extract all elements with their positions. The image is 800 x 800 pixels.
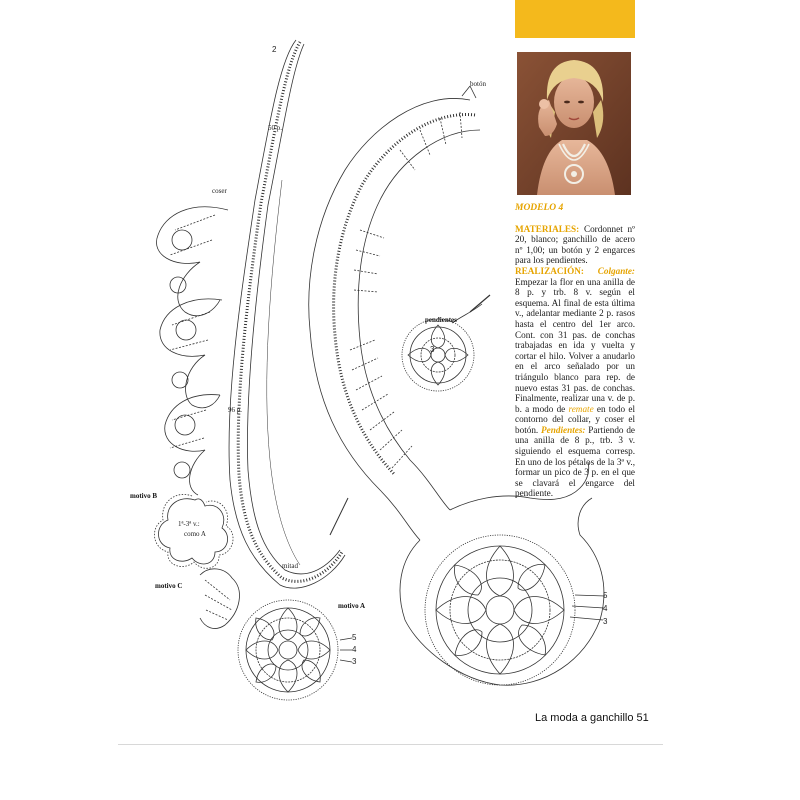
label-pendientes: pendientes bbox=[425, 316, 457, 324]
label-num-4-right: 4 bbox=[603, 604, 608, 613]
instructions-column bbox=[515, 203, 635, 499]
label-rounds-1: 1ª-3ª v.: bbox=[178, 520, 200, 528]
instructions-body-1: Empezar la flor en una anilla de 8 p. y trb. 8 v. según el esquema. Al final de esta última v., adelantar mediante 2 p. rasos hasta el centro del 1er arco. Cont. con 31 pas. de conchas trabajadas en ida y vuelta y cortar el hilo. Volver a anudarlo en el arco señalado por un triángulo blanco para rep. de nuevo estas 31 pas. de conchas. Finalmente, realizar una v. de p. b. a modo de bbox=[515, 276, 635, 414]
left-strap-outer bbox=[229, 40, 345, 588]
right-flower bbox=[425, 535, 605, 685]
label-num-3-left: 3 bbox=[352, 657, 357, 666]
label-num-3-right: 3 bbox=[603, 617, 608, 626]
colgante-heading: Colgante: bbox=[583, 265, 635, 276]
left-strap-inner bbox=[247, 44, 340, 574]
label-coser: coser bbox=[212, 187, 227, 195]
model-title: MODELO 4 bbox=[515, 203, 564, 213]
label-motivo-c: motivo C bbox=[155, 582, 183, 590]
label-motivo-a: motivo A bbox=[338, 602, 366, 610]
label-num-5-right: 5 bbox=[603, 591, 608, 600]
motivo-c-shape bbox=[200, 569, 239, 629]
instructions-text bbox=[515, 224, 635, 499]
label-num-4-left: 4 bbox=[352, 645, 357, 654]
motivo-a-flower bbox=[238, 600, 352, 700]
label-rounds-2: como A bbox=[184, 530, 206, 538]
label-boton: botón bbox=[470, 80, 486, 88]
label-num-5-left: 5 bbox=[352, 633, 357, 642]
bottom-rule bbox=[118, 744, 663, 745]
realizacion-heading: REALIZACIÓN: bbox=[515, 265, 584, 276]
materiales-body: Cordonnet nº 20, blanco; ganchillo de acero nº 1,00; un botón y 2 engarces para los pendientes. bbox=[515, 223, 635, 266]
page-footer: La moda a ganchillo 51 bbox=[535, 712, 649, 724]
pendientes-heading: Pendientes: bbox=[538, 424, 586, 435]
instructions-body-3: Partiendo de una anilla de 8 p., trb. 3 v. siguiendo el esquema corresp. En uno de los pétalos de la 3ª v., formar un pico de 3 p. en el que se clavará el engarce del pendiente. bbox=[515, 424, 635, 499]
label-motivo-b: motivo B bbox=[130, 492, 158, 500]
label-50p: 50 p. bbox=[268, 124, 282, 132]
remate-term: remate bbox=[568, 403, 594, 414]
left-edge-medallions bbox=[156, 207, 228, 495]
label-mitad: mitad bbox=[282, 562, 298, 570]
instructions-body-2: en todo el contorno del collar, y coser el botón. bbox=[515, 403, 635, 435]
label-num-3-pendant: 3 bbox=[430, 345, 435, 354]
label-96p: 96 p. bbox=[228, 406, 242, 414]
label-num-2: 2 bbox=[272, 45, 277, 54]
materiales-heading: MATERIALES: bbox=[515, 223, 580, 234]
